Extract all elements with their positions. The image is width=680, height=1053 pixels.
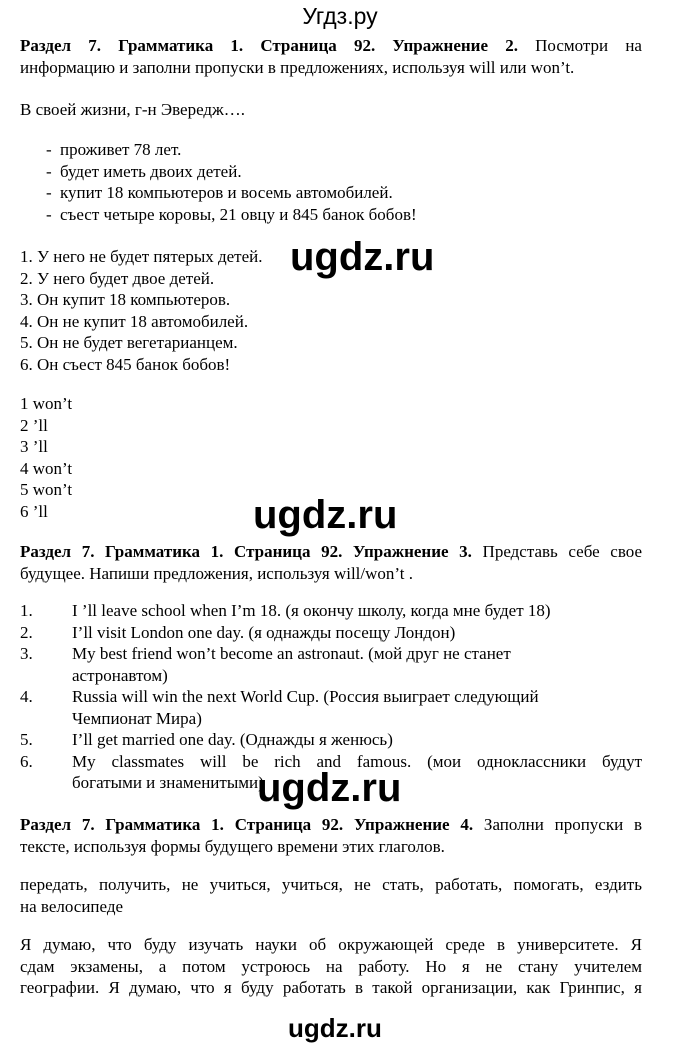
answer-item: 5 won’t	[20, 480, 73, 499]
answer-item: 6 ’ll	[20, 501, 48, 521]
ex3-heading: Раздел 7. Грамматика 1. Страница 92. Упражнение 3.	[20, 542, 472, 561]
ex4-heading: Раздел 7. Грамматика 1. Страница 92. Упражнение 4.	[20, 815, 474, 834]
ex4-task-line1: Раздел 7. Грамматика 1. Страница 92. Упражнение 4. Заполни пропуски в	[20, 815, 642, 834]
list-item: 3. My best friend won’t become an astronaut. (мой друг не станет астронавтом)	[20, 644, 511, 685]
list-item: 5. Он не будет вегетарианцем.	[20, 333, 238, 352]
ex4-task-line2: тексте, используя формы будущего времени этих глаголов.	[20, 836, 445, 856]
site-title: Угдз.ру	[302, 3, 378, 29]
list-item: 3. Он купит 18 компьютеров.	[20, 290, 231, 309]
list-item: - проживет 78 лет.	[46, 140, 182, 159]
list-item: 6. My classmates will be rich and famous. (мои одноклассники будут богатыми и знаменитыми)	[20, 751, 642, 792]
ex2-dash-list	[20, 139, 642, 225]
list-item: 2. I’ll visit London one day. (я однажды посещу Лондон)	[20, 622, 456, 642]
answer-item: 4 won’t	[20, 458, 73, 478]
ex2-heading: Раздел 7. Грамматика 1. Страница 92. Упражнение 2.	[20, 36, 518, 55]
list-item: 1. У него не будет пятерых детей.	[20, 247, 263, 266]
list-item: - купит 18 компьютеров и восемь автомобилей.	[46, 183, 393, 202]
ex4-task	[20, 814, 642, 857]
list-item: 1. I ’ll leave school when I’m 18. (я окончу школу, когда мне будет 18)	[20, 601, 551, 620]
ex4-paragraph: Я думаю, что буду изучать науки об окружающей среде в университете. Я сдам экзамены, а потом устроюсь на работу. Но я не стану учителем географии. Я думаю, что я буду работать в такой организации, как Гринпис, я	[20, 935, 642, 997]
list-item: - будет иметь двоих детей.	[46, 161, 242, 181]
ex4-word-list: передать, получить, не учиться, учиться, не стать, работать, помогать, ездить на велосипеде	[20, 875, 642, 916]
list-item: 5. I’ll get married one day. (Однажды я женюсь)	[20, 730, 393, 749]
watermark-logo: ugdz.ru	[253, 493, 398, 537]
ex2-task-line1: Раздел 7. Грамматика 1. Страница 92. Упражнение 2. Посмотри на	[20, 36, 642, 55]
ex2-task-line2: информацию и заполни пропуски в предложениях, используя will или won’t.	[20, 57, 575, 77]
ex3-list	[20, 600, 642, 794]
ex3-task-line1: Раздел 7. Грамматика 1. Страница 92. Упражнение 3. Представь себе свое	[20, 542, 642, 561]
list-item: 4. Он не купит 18 автомобилей.	[20, 311, 249, 331]
ex3-task-line2: будущее. Напиши предложения, используя will/won’t .	[20, 563, 413, 583]
answer-item: 2 ’ll	[20, 415, 48, 435]
answer-item: 1 won’t	[20, 394, 73, 413]
ex3-task	[20, 541, 642, 584]
list-item: 4. Russia will win the next World Cup. (Россия выиграет следующий Чемпионат Мира)	[20, 687, 539, 728]
ex2-task	[20, 35, 642, 78]
list-item: - съест четыре коровы, 21 овцу и 845 банок бобов!	[46, 204, 417, 224]
watermark-logo: ugdz.ru	[257, 766, 402, 810]
answer-item: 3 ’ll	[20, 437, 48, 456]
footer-watermark: ugdz.ru	[288, 1013, 382, 1043]
ex2-intro: В своей жизни, г-н Эвередж….	[20, 100, 246, 119]
list-item: 6. Он съест 845 банок бобов!	[20, 354, 231, 374]
list-item: 2. У него будет двое детей.	[20, 268, 215, 288]
watermark-logo: ugdz.ru	[290, 235, 435, 279]
